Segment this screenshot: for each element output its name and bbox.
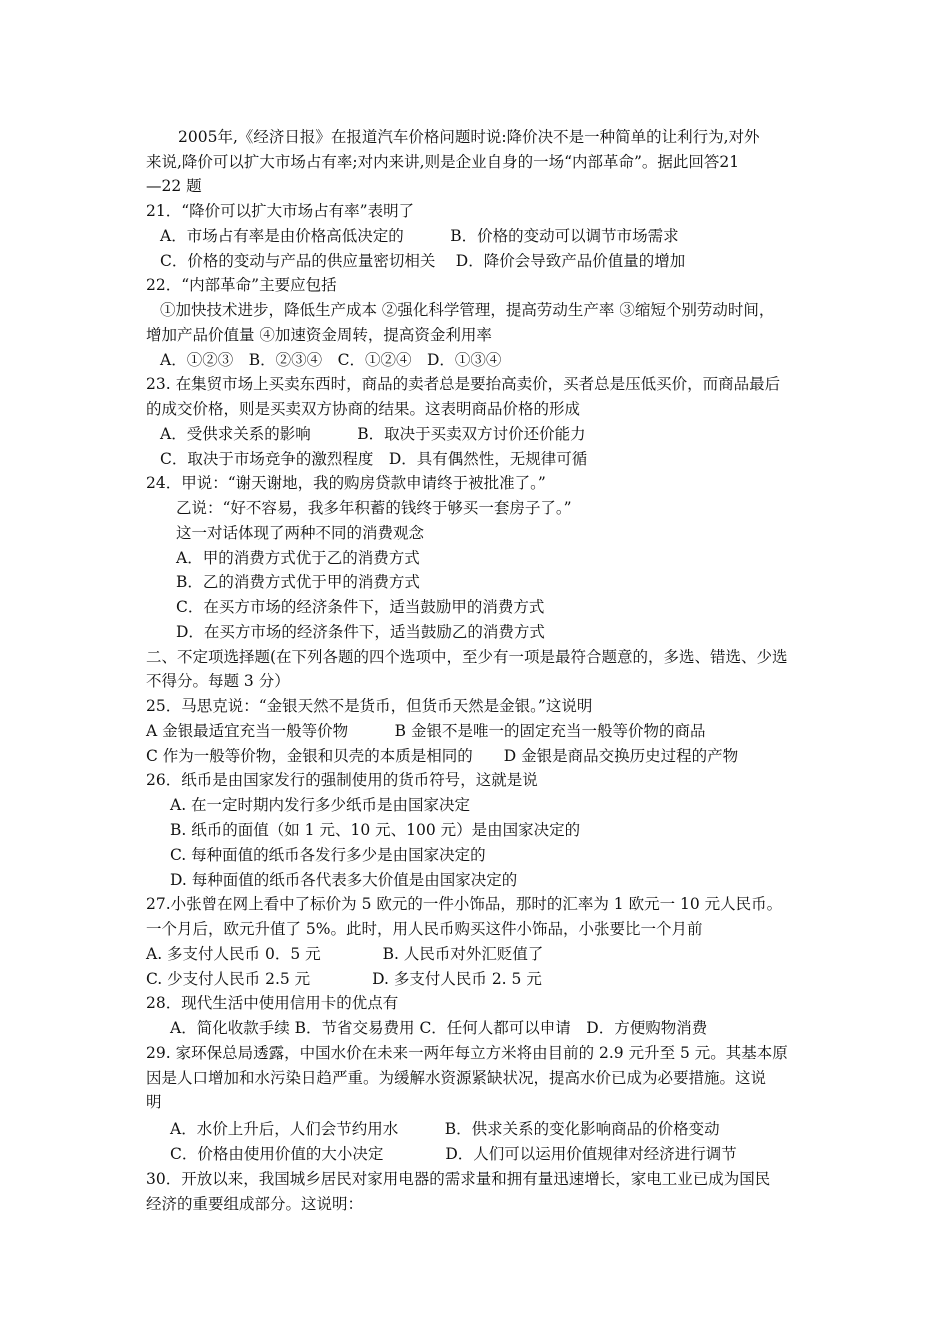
option-line: B．乙的消费方式优于甲的消费方式 bbox=[176, 573, 420, 591]
question-29: 29. 家环保总局透露，中国水价在未来一两年每立方米将由目前的 2.9 元升至 5 元。其基本原 bbox=[146, 1044, 788, 1062]
option-line: A．受供求关系的影响 B．取决于买卖双方讨价还价能力 bbox=[160, 425, 586, 443]
text-line: 增加产品价值量 ④加速资金周转，提高资金利用率 bbox=[146, 326, 492, 344]
option-line: A. 多支付人民币 0．5 元 B. 人民币对外汇贬值了 bbox=[146, 945, 544, 963]
question-27: 27.小张曾在网上看中了标价为 5 欧元的一件小饰品，那时的汇率为 1 欧元一 10 元人民币。 bbox=[146, 895, 783, 913]
option-line: D．在买方市场的经济条件下，适当鼓励乙的消费方式 bbox=[176, 623, 545, 641]
text-line: 乙说：“好不容易，我多年积蓄的钱终于够买一套房子了。” bbox=[176, 499, 572, 517]
question-22: 22．“内部革命”主要应包括 bbox=[146, 276, 337, 294]
question-23: 23. 在集贸市场上买卖东西时，商品的卖者总是要抬高卖价，买者总是压低买价，而商品最后 bbox=[146, 375, 781, 393]
text-line: 2005年,《经济日报》在报道汽车价格问题时说:降价决不是一种简单的让利行为,对外 bbox=[178, 128, 760, 146]
text-line: 这一对话体现了两种不同的消费观念 bbox=[176, 524, 425, 542]
option-line: C. 少支付人民币 2.5 元 D. 多支付人民币 2. 5 元 bbox=[146, 970, 542, 988]
option-line: C．价格由使用价值的大小决定 D．人们可以运用价值规律对经济进行调节 bbox=[170, 1145, 737, 1163]
option-line: C．取决于市场竞争的激烈程度 D．具有偶然性，无规律可循 bbox=[160, 450, 588, 468]
text-line: 来说,降价可以扩大市场占有率;对内来讲,则是企业自身的一场“内部革命”。据此回答21 bbox=[146, 153, 740, 171]
option-line: B. 纸币的面值（如 1 元、10 元、100 元）是由国家决定的 bbox=[170, 821, 581, 839]
text-line: 明 bbox=[146, 1093, 162, 1111]
question-26: 26．纸币是由国家发行的强制使用的货币符号，这就是说 bbox=[146, 771, 538, 789]
text-line: 不得分。每题 3 分） bbox=[146, 672, 290, 690]
text-line: —22 题 bbox=[146, 177, 202, 195]
question-21: 21．“降价可以扩大市场占有率”表明了 bbox=[146, 202, 415, 220]
option-line: C．在买方市场的经济条件下，适当鼓励甲的消费方式 bbox=[176, 598, 545, 616]
question-28: 28．现代生活中使用信用卡的优点有 bbox=[146, 994, 399, 1012]
text-line: 因是人口增加和水污染日趋严重。为缓解水资源紧缺状况，提高水价已成为必要措施。这说 bbox=[146, 1069, 767, 1087]
option-line: C．价格的变动与产品的供应量密切相关 D．降价会导致产品价值量的增加 bbox=[160, 252, 686, 270]
text-line: 的成交价格，则是买卖双方协商的结果。这表明商品价格的形成 bbox=[146, 400, 581, 418]
option-line: A．甲的消费方式优于乙的消费方式 bbox=[176, 549, 420, 567]
text-line: 经济的重要组成部分。这说明： bbox=[146, 1195, 364, 1213]
question-30: 30．开放以来，我国城乡居民对家用电器的需求量和拥有量迅速增长，家电工业已成为国民 bbox=[146, 1170, 771, 1188]
text-line: ①加快技术进步，降低生产成本 ②强化科学管理，提高劳动生产率 ③缩短个别劳动时间， bbox=[160, 301, 775, 319]
option-line: A 金银最适宜充当一般等价物 B 金银不是唯一的固定充当一般等价物的商品 bbox=[146, 722, 706, 740]
option-line: A. 在一定时期内发行多少纸币是由国家决定 bbox=[170, 796, 471, 814]
question-25: 25．马思克说：“金银天然不是货币，但货币天然是金银。”这说明 bbox=[146, 697, 593, 715]
option-line: A．市场占有率是由价格高低决定的 B．价格的变动可以调节市场需求 bbox=[160, 227, 679, 245]
option-line: D. 每种面值的纸币各代表多大价值是由国家决定的 bbox=[170, 871, 518, 889]
option-line: A．①②③ B．②③④ C．①②④ D．①③④ bbox=[160, 351, 502, 369]
section-heading: 二、不定项选择题(在下列各题的四个选项中，至少有一项是最符合题意的，多选、错选、少选 bbox=[146, 648, 788, 666]
option-line: A．简化收款手续 B．节省交易费用 C．任何人都可以申请 D．方便购物消费 bbox=[170, 1019, 708, 1037]
option-line: A．水价上升后，人们会节约用水 B．供求关系的变化影响商品的价格变动 bbox=[170, 1120, 720, 1138]
text-line: 一个月后，欧元升值了 5%。此时，用人民币购买这件小饰品，小张要比一个月前 bbox=[146, 920, 703, 938]
option-line: C 作为一般等价物，金银和贝壳的本质是相同的 D 金银是商品交换历史过程的产物 bbox=[146, 747, 739, 765]
question-24: 24．甲说：“谢天谢地，我的购房贷款申请终于被批准了。” bbox=[146, 474, 546, 492]
option-line: C. 每种面值的纸币各发行多少是由国家决定的 bbox=[170, 846, 486, 864]
